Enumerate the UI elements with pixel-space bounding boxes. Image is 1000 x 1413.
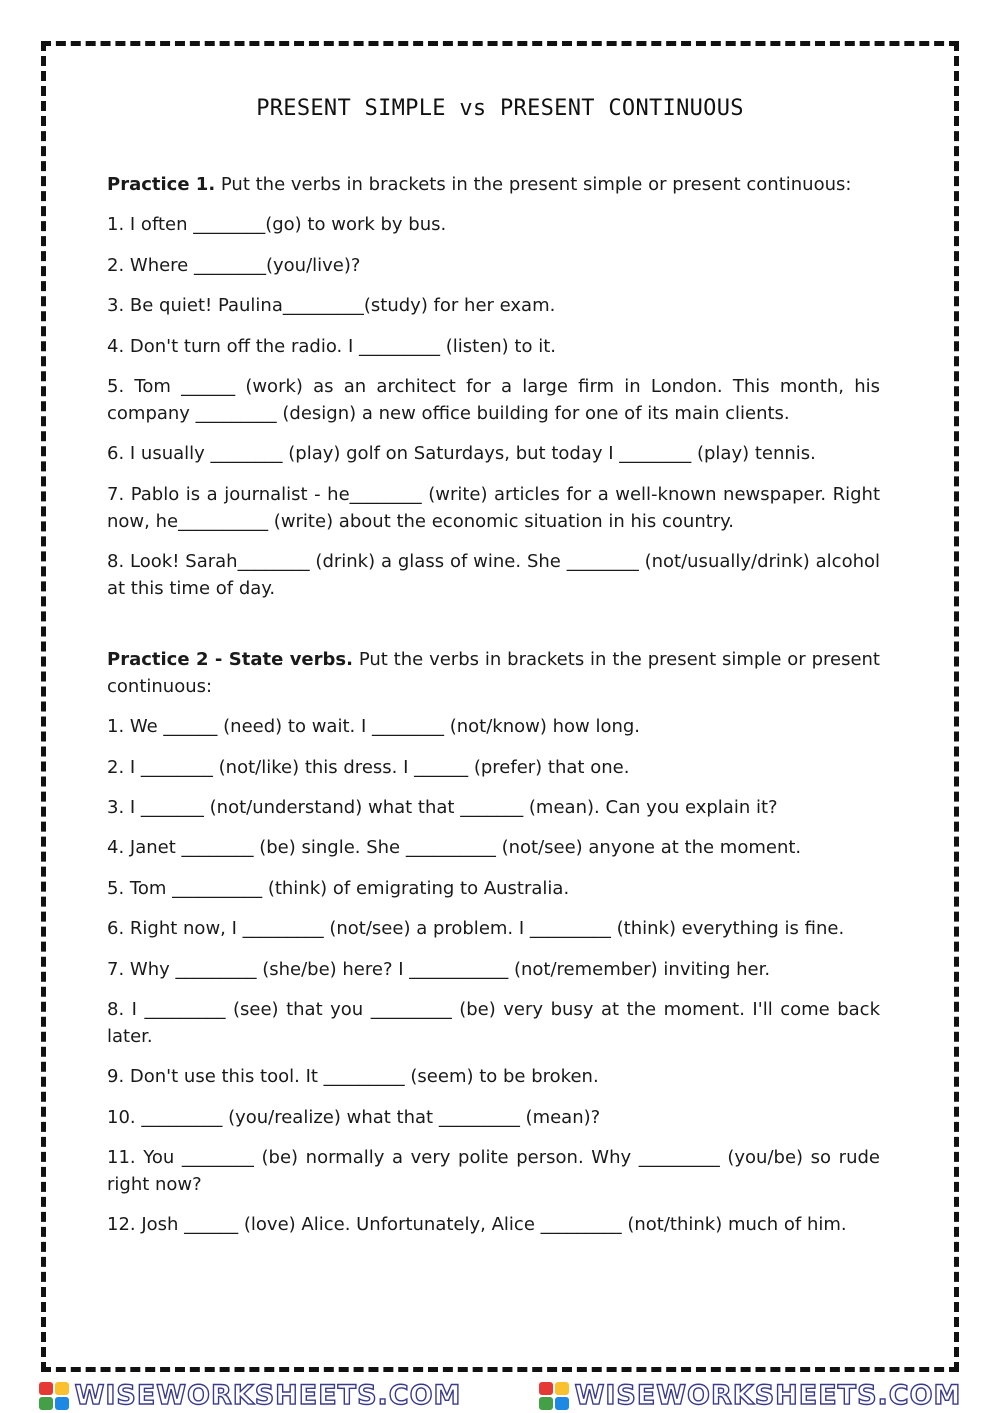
practice1-instruction-text: Put the verbs in brackets in the present simple or present continuous: bbox=[215, 174, 852, 195]
logo-square-icon bbox=[539, 1382, 553, 1395]
practice2-heading: Practice 2 - State verbs. bbox=[107, 649, 353, 670]
practice1-item: 4. Don't turn off the radio. I _________ (listen) to it. bbox=[107, 336, 556, 357]
logo-square-icon bbox=[55, 1382, 69, 1395]
practice2-item: 7. Why _________ (she/be) here? I ___________ (not/remember) inviting her. bbox=[107, 959, 771, 980]
logo-square-icon bbox=[39, 1397, 53, 1410]
practice2-item: 12. Josh ______ (love) Alice. Unfortunately, Alice _________ (not/think) much of him. bbox=[107, 1214, 847, 1235]
practice1-heading: Practice 1. bbox=[107, 174, 216, 195]
practice2-item: 2. I ________ (not/like) this dress. I ______ (prefer) that one. bbox=[107, 757, 630, 778]
logo-square-icon bbox=[555, 1397, 569, 1410]
logo-square-icon bbox=[39, 1382, 53, 1395]
practice2-instructions bbox=[107, 646, 880, 700]
practice1-item: 6. I usually ________ (play) golf on Saturdays, but today I ________ (play) tennis. bbox=[107, 443, 816, 464]
practice2-item: 9. Don't use this tool. It _________ (seem) to be broken. bbox=[107, 1066, 599, 1087]
practice1-instructions bbox=[107, 171, 880, 198]
practice2-item: 1. We ______ (need) to wait. I ________ (not/know) how long. bbox=[107, 716, 641, 737]
practice2-item: 8. I _________ (see) that you _________ (be) very busy at the moment. I'll come back later. bbox=[107, 999, 880, 1047]
logo-square-icon bbox=[539, 1397, 553, 1410]
practice1-item: 1. I often ________(go) to work by bus. bbox=[107, 214, 447, 235]
practice1-item: 7. Pablo is a journalist - he________ (write) articles for a well-known newspaper. Right now, he__________ (write) about the economic situation in his country. bbox=[107, 484, 880, 532]
practice2-item: 5. Tom __________ (think) of emigrating to Australia. bbox=[107, 878, 570, 899]
logo-square-icon bbox=[55, 1397, 69, 1410]
wiseworksheets-logo-icon bbox=[39, 1382, 69, 1410]
footer-watermark bbox=[0, 1378, 1000, 1413]
practice1-item: 3. Be quiet! Paulina_________(study) for her exam. bbox=[107, 295, 556, 316]
practice2-item: 10. _________ (you/realize) what that _________ (mean)? bbox=[107, 1107, 601, 1128]
logo-square-icon bbox=[555, 1382, 569, 1395]
practice2-item: 4. Janet ________ (be) single. She __________ (not/see) anyone at the moment. bbox=[107, 837, 802, 858]
practice2-item: 11. You ________ (be) normally a very polite person. Why _________ (you/be) so rude right now? bbox=[107, 1147, 880, 1195]
practice1-item: 8. Look! Sarah________ (drink) a glass of wine. She ________ (not/usually/drink) alcohol at this time of day. bbox=[107, 551, 880, 599]
practice1-item: 2. Where ________(you/live)? bbox=[107, 255, 361, 276]
watermark-text: WISEWORKSHEETS.COM bbox=[74, 1380, 462, 1411]
watermark-group bbox=[39, 1380, 462, 1411]
practice2-item: 3. I _______ (not/understand) what that _______ (mean). Can you explain it? bbox=[107, 797, 778, 818]
practice1-item: 5. Tom ______ (work) as an architect for a large firm in London. This month, his company _________ (design) a new office building for one of its main clients. bbox=[107, 376, 880, 424]
watermark-text: WISEWORKSHEETS.COM bbox=[574, 1380, 962, 1411]
watermark-group bbox=[539, 1380, 962, 1411]
practice2-instruction-text: Put the verbs in brackets in the present simple or present continuous: bbox=[107, 649, 880, 697]
wiseworksheets-logo-icon bbox=[539, 1382, 569, 1410]
practice2-item: 6. Right now, I _________ (not/see) a problem. I _________ (think) everything is fine. bbox=[107, 918, 845, 939]
worksheet-title: PRESENT SIMPLE vs PRESENT CONTINUOUS bbox=[256, 96, 744, 121]
